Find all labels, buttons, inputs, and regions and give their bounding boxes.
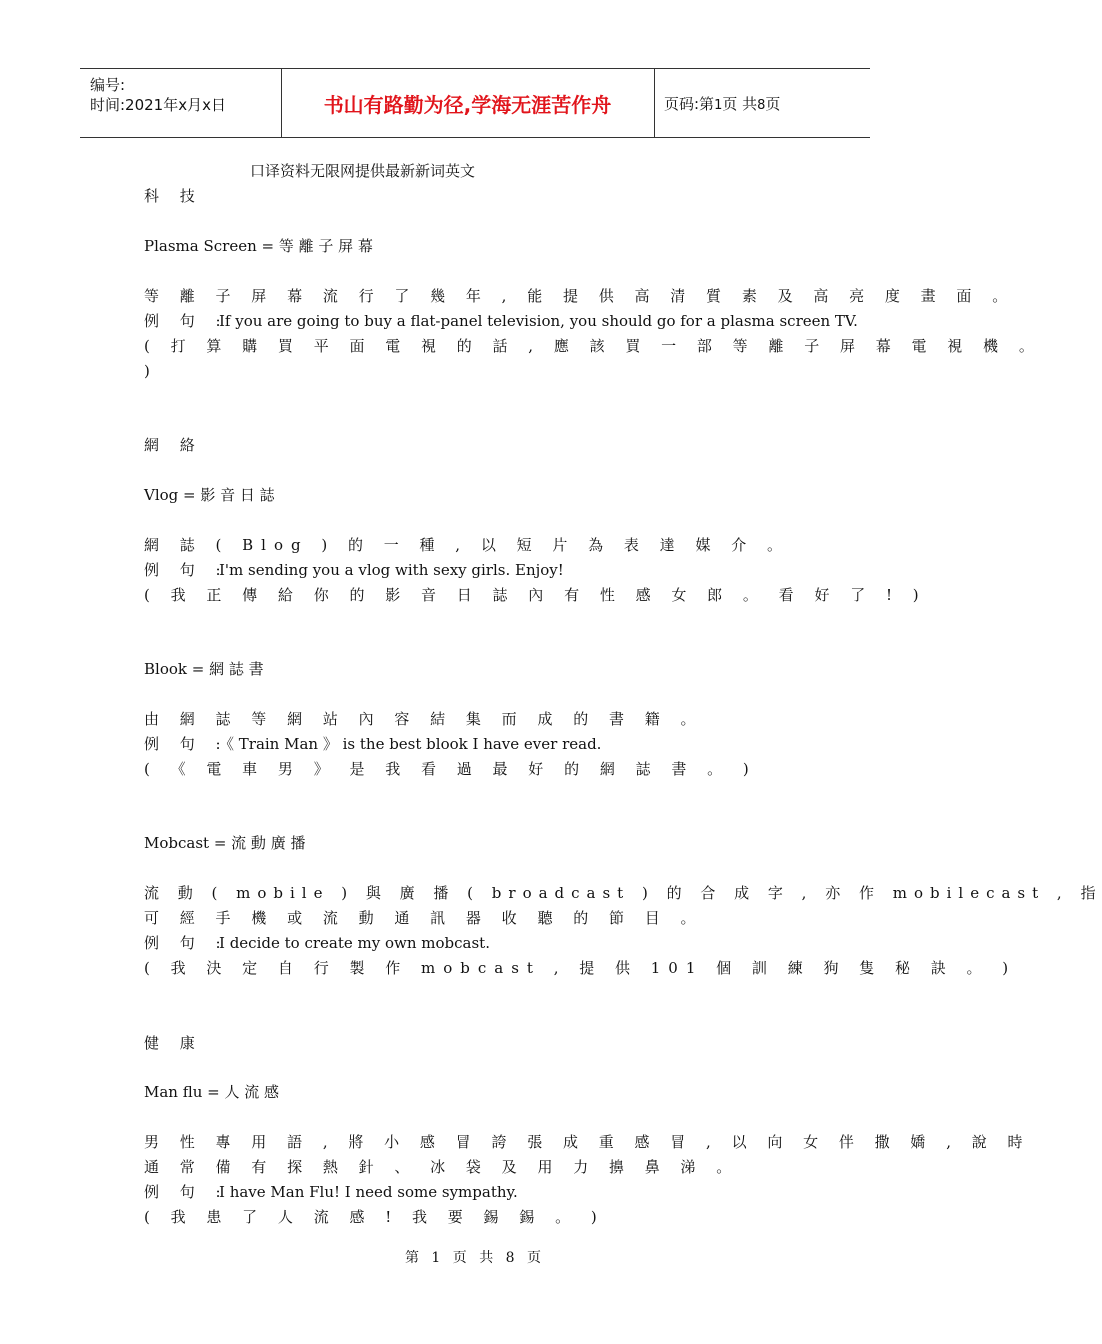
entry-desc-plasma: 等 離 子 屏 幕 流 行 了 幾 年 , 能 提 供 高 清 質 素 及 高 亮 度 畫 面 。 <box>144 287 1016 305</box>
section-heading-internet: 網 絡 <box>144 436 203 454</box>
entry-translation-blook: ( 《 電 車 男 》 是 我 看 過 最 好 的 網 誌 書 。 ) <box>144 760 757 778</box>
entry-translation-plasma-end: ) <box>144 362 150 380</box>
document-title: 口译资料无限网提供最新新词英文 <box>250 162 476 180</box>
entry-desc-manflu-2: 通 常 備 有 探 熱 針 、 冰 袋 及 用 力 擤 鼻 涕 。 <box>144 1158 740 1176</box>
entry-term-manflu: Man flu = 人 流 感 <box>144 1083 280 1101</box>
section-heading-tech: 科 技 <box>144 187 203 205</box>
entry-translation-mobcast: ( 我 決 定 自 行 製 作 mobcast , 提 供 101 個 訓 練 狗 隻 秘 訣 。 ) <box>144 959 1017 977</box>
entry-translation-vlog: ( 我 正 傳 給 你 的 影 音 日 誌 內 有 性 感 女 郎 。 看 好 了 ! ) <box>144 586 927 604</box>
header-left-cell <box>90 75 226 115</box>
entry-translation-manflu: ( 我 患 了 人 流 感 ! 我 要 錫 錫 。 ) <box>144 1208 605 1226</box>
entry-desc-mobcast-2: 可 經 手 機 或 流 動 通 訊 器 收 聽 的 節 目 。 <box>144 909 704 927</box>
example-text: I have Man Flu! I need some sympathy. <box>219 1183 518 1201</box>
entry-term-blook: Blook = 網 誌 書 <box>144 660 264 678</box>
example-text: If you are going to buy a flat-panel television, you should go for a plasma screen TV. <box>219 312 858 330</box>
entry-term-mobcast: Mobcast = 流 動 廣 播 <box>144 834 306 852</box>
page-current: 1 <box>714 98 723 113</box>
entry-desc-vlog: 網 誌 ( Blog ) 的 一 種 , 以 短 片 為 表 達 媒 介 。 <box>144 536 790 554</box>
header-motto: 书山有路勤为径,学海无涯苦作舟 <box>323 92 612 117</box>
page-header <box>80 68 870 138</box>
page-total: 8 <box>757 98 766 113</box>
entry-example-plasma <box>144 311 858 331</box>
example-text: 《 Train Man 》 is the best blook I have ever read. <box>219 735 602 753</box>
page-end: 页 <box>765 95 781 113</box>
example-text: I decide to create my own mobcast. <box>219 934 490 952</box>
example-label: 例 句 : <box>144 561 229 579</box>
entry-example-blook <box>144 734 808 754</box>
page-footer: 第 1 页 共 8 页 <box>404 1250 546 1266</box>
example-label: 例 句 : <box>144 735 229 753</box>
header-divider <box>654 69 655 137</box>
example-text: I'm sending you a vlog with sexy girls. Enjoy! <box>219 561 564 579</box>
entry-term-vlog: Vlog = 影 音 日 誌 <box>144 486 275 504</box>
header-page-info <box>664 93 780 114</box>
page-mid: 页 共 <box>722 95 758 113</box>
entry-desc-mobcast-1: 流 動 ( mobile ) 與 廣 播 ( broadcast ) 的 合 成 字 , 亦 作 mobilecast , 指 <box>144 884 1102 902</box>
example-label: 例 句 : <box>144 1183 229 1201</box>
entry-example-mobcast <box>144 933 808 953</box>
date-line: 时间:2021年x月x日 <box>90 96 226 114</box>
example-label: 例 句 : <box>144 312 229 330</box>
entry-term-plasma: Plasma Screen = 等 離 子 屏 幕 <box>144 237 373 255</box>
example-label: 例 句 : <box>144 934 229 952</box>
entry-desc-blook: 由 網 誌 等 網 站 內 容 結 集 而 成 的 書 籍 。 <box>144 710 704 728</box>
entry-example-vlog <box>144 560 808 580</box>
entry-desc-manflu-1: 男 性 專 用 語 , 將 小 感 冒 誇 張 成 重 感 冒 , 以 向 女 伴 撒 嬌 , 說 時 <box>144 1133 1031 1151</box>
section-heading-health: 健 康 <box>144 1034 203 1052</box>
number-label: 编号: <box>90 76 126 94</box>
entry-example-manflu <box>144 1182 808 1202</box>
page-label: 页码:第 <box>664 95 715 113</box>
entry-translation-plasma: ( 打 算 購 買 平 面 電 視 的 話 , 應 該 買 一 部 等 離 子 屏 幕 電 視 機 。 <box>144 337 1042 355</box>
